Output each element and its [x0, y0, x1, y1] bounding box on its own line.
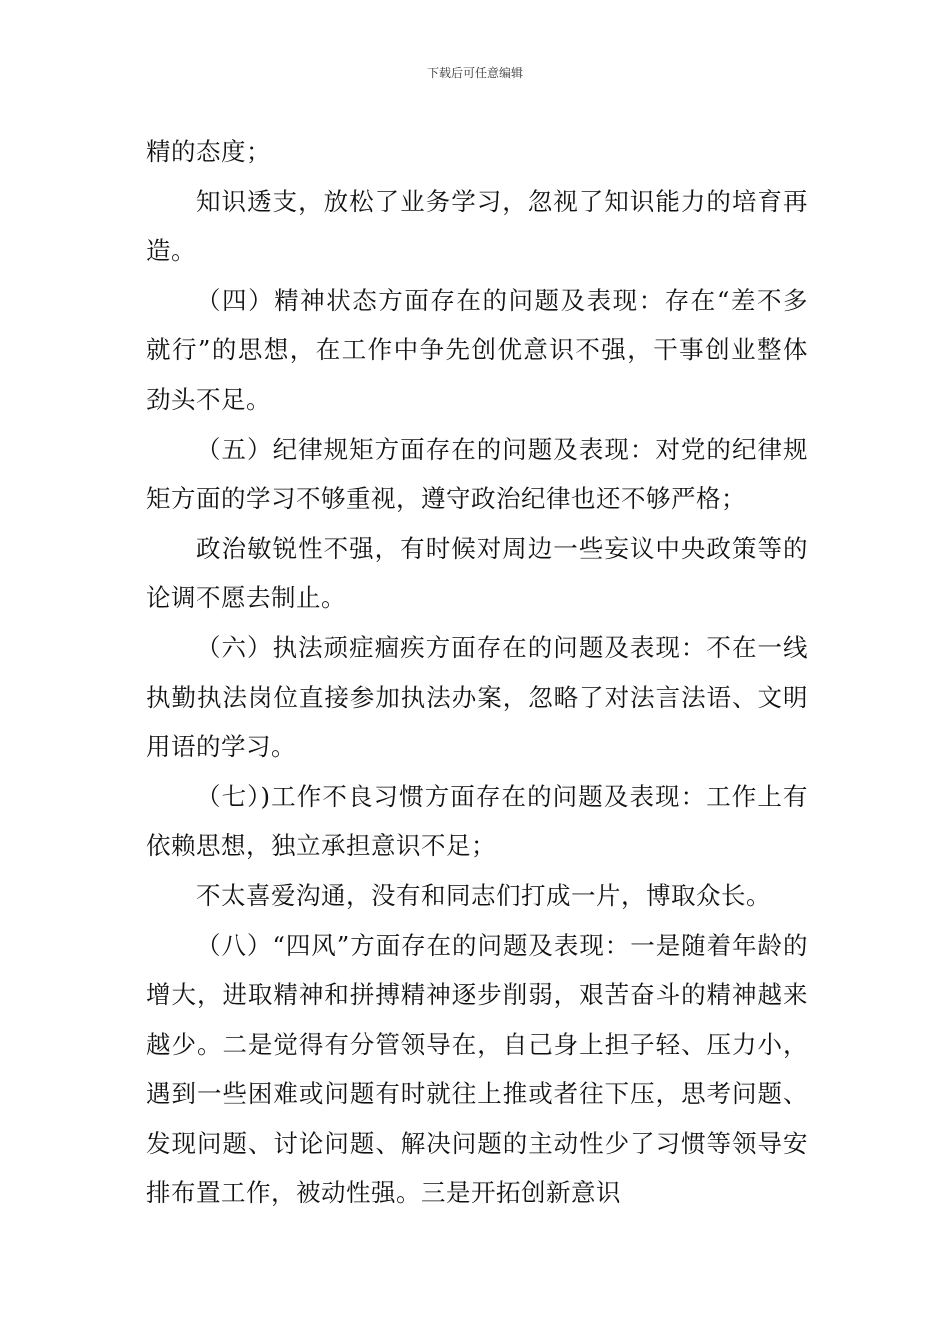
paragraph-3: （四）精神状态方面存在的问题及表现：存在“差不多就行”的思想，在工作中争先创优意识不强，干事创业整体劲头不足。	[146, 285, 808, 414]
page-header: 下载后可任意编辑	[426, 66, 523, 80]
document-body	[146, 127, 808, 1218]
paragraph-4: （五）纪律规矩方面存在的问题及表现：对党的纪律规矩方面的学习不够重视，遵守政治纪律也还不够严格；	[146, 434, 808, 514]
paragraph-6: （六）执法顽症痼疾方面存在的问题及表现：不在一线执勤执法岗位直接参加执法办案，忽略了对法言法语、文明用语的学习。	[146, 632, 808, 762]
paragraph-2: 知识透支，放松了业务学习，忽视了知识能力的培育再造。	[146, 186, 808, 266]
paragraph-8: 不太喜爱沟通，没有和同志们打成一片，博取众长。	[196, 880, 771, 910]
paragraph-5: 政治敏锐性不强，有时候对周边一些妄议中央政策等的论调不愿去制止。	[146, 533, 808, 613]
paragraph-9: （八）“四风”方面存在的问题及表现：一是随着年龄的增大，进取精神和拼搏精神逐步削弱，艰苦奋斗的精神越来越少。二是觉得有分管领导在，自己身上担子轻、压力小，遇到一些困难或问题有时就往上推或者往下压，思考问题、发现问题、讨论问题、解决问题的主动性少了习惯等领导安排布置工作，被动性强。三是开拓创新意识	[146, 930, 808, 1208]
paragraph-1: 精的态度；	[146, 137, 271, 166]
paragraph-7: （七）)工作不良习惯方面存在的问题及表现：工作上有依赖思想，独立承担意识不足；	[146, 781, 808, 861]
